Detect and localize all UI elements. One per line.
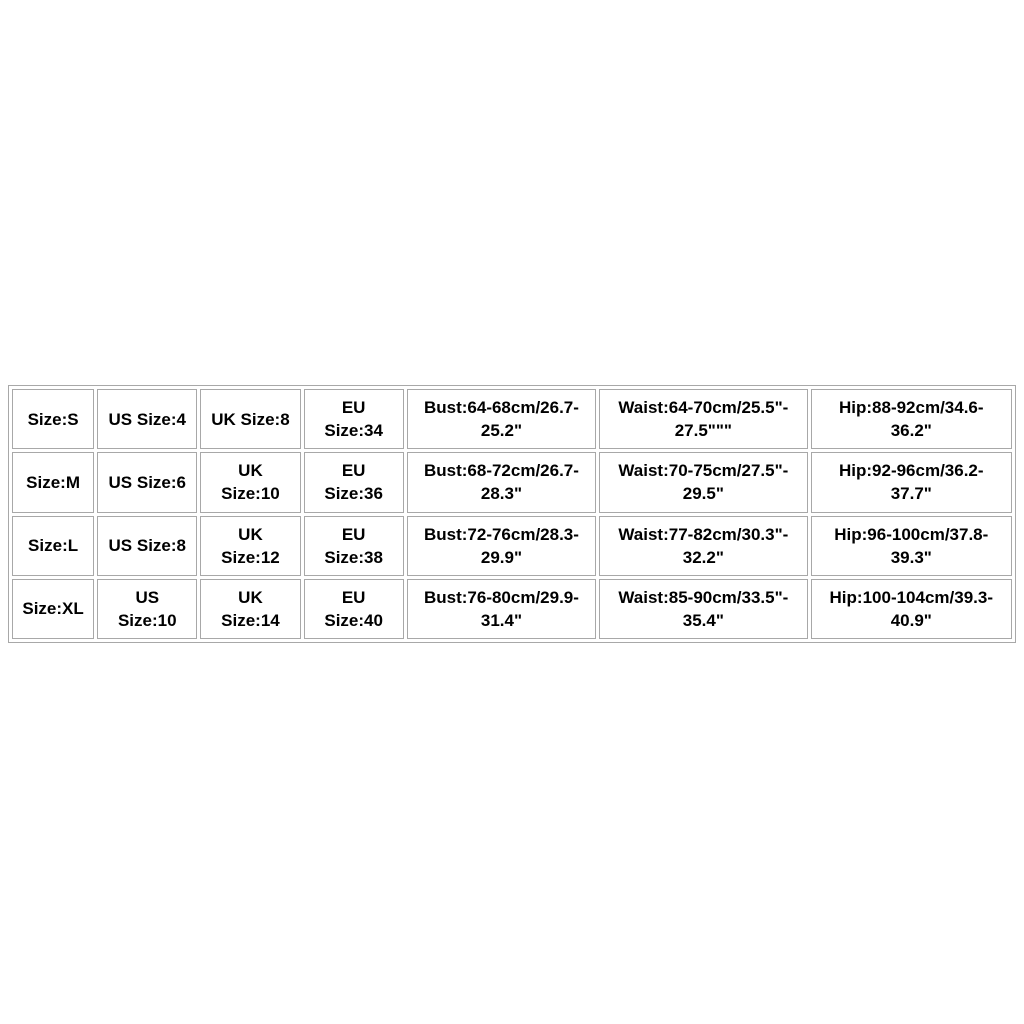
waist-cell: Waist:70-75cm/27.5"- 29.5" — [599, 452, 807, 512]
waist-cell: Waist:85-90cm/33.5"- 35.4" — [599, 579, 807, 639]
size-cell: Size:L — [12, 516, 94, 576]
table-row — [12, 452, 1012, 512]
hip-cell: Hip:88-92cm/34.6- 36.2" — [811, 389, 1012, 449]
uk-size-cell: UK Size:14 — [200, 579, 300, 639]
bust-cell: Bust:68-72cm/26.7- 28.3" — [407, 452, 596, 512]
bust-cell: Bust:76-80cm/29.9- 31.4" — [407, 579, 596, 639]
size-cell: Size:XL — [12, 579, 94, 639]
hip-cell: Hip:100-104cm/39.3- 40.9" — [811, 579, 1012, 639]
us-size-cell: US Size:8 — [97, 516, 197, 576]
size-chart-table — [8, 385, 1016, 643]
uk-size-cell: UK Size:10 — [200, 452, 300, 512]
size-cell: Size:S — [12, 389, 94, 449]
hip-cell: Hip:96-100cm/37.8- 39.3" — [811, 516, 1012, 576]
table-row — [12, 389, 1012, 449]
us-size-cell: US Size:4 — [97, 389, 197, 449]
us-size-cell: US Size:6 — [97, 452, 197, 512]
us-size-cell: US Size:10 — [97, 579, 197, 639]
hip-cell: Hip:92-96cm/36.2- 37.7" — [811, 452, 1012, 512]
uk-size-cell: UK Size:12 — [200, 516, 300, 576]
waist-cell: Waist:77-82cm/30.3"- 32.2" — [599, 516, 807, 576]
eu-size-cell: EU Size:36 — [304, 452, 404, 512]
waist-cell: Waist:64-70cm/25.5"- 27.5""" — [599, 389, 807, 449]
eu-size-cell: EU Size:34 — [304, 389, 404, 449]
table-row — [12, 516, 1012, 576]
eu-size-cell: EU Size:38 — [304, 516, 404, 576]
eu-size-cell: EU Size:40 — [304, 579, 404, 639]
bust-cell: Bust:72-76cm/28.3- 29.9" — [407, 516, 596, 576]
size-cell: Size:M — [12, 452, 94, 512]
uk-size-cell: UK Size:8 — [200, 389, 300, 449]
bust-cell: Bust:64-68cm/26.7- 25.2" — [407, 389, 596, 449]
table-row — [12, 579, 1012, 639]
